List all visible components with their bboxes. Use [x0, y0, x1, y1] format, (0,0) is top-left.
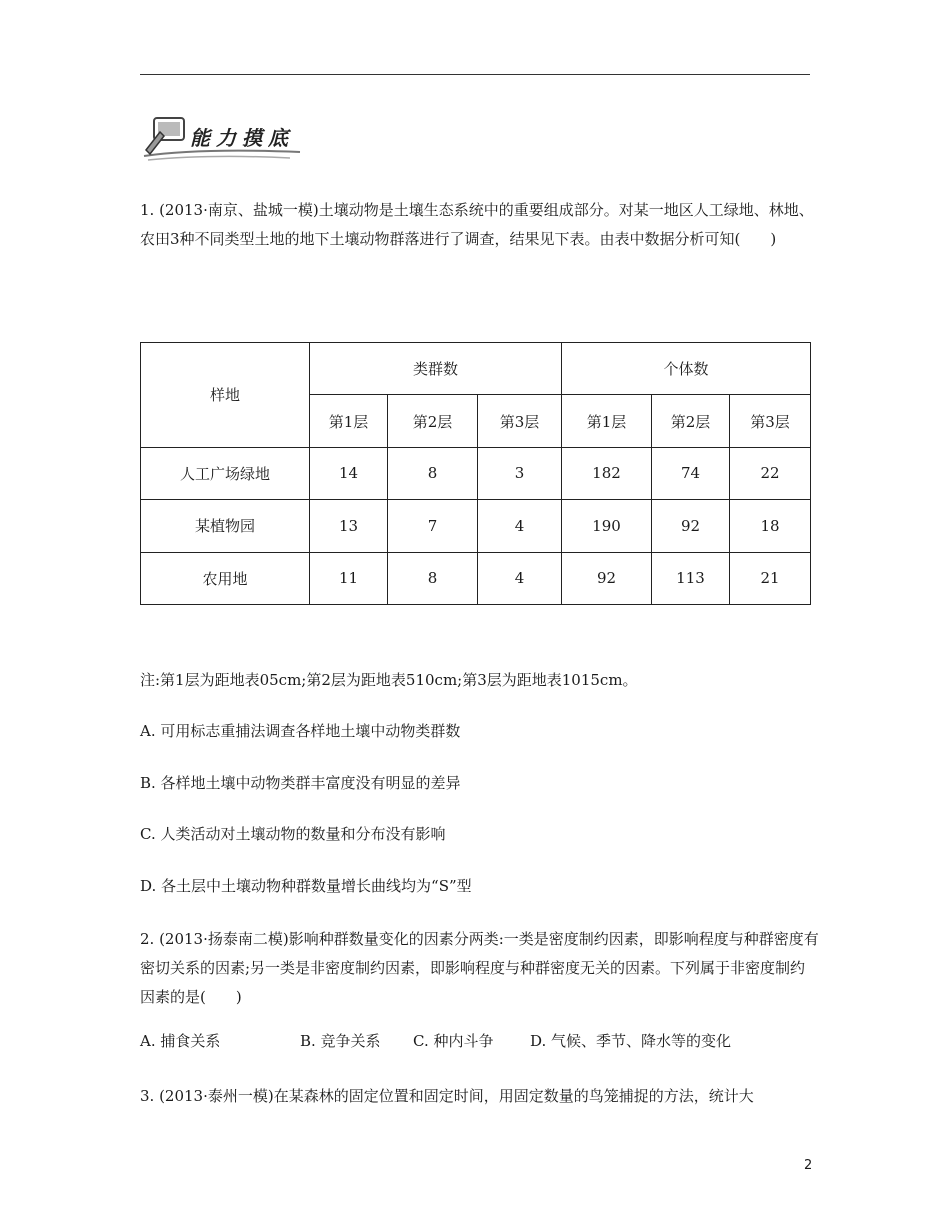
group-cell: 4	[478, 552, 562, 604]
count-cell: 92	[652, 500, 730, 552]
layer-header: 第2层	[388, 395, 478, 447]
q1-option-a: A. 可用标志重捕法调查各样地土壤中动物类群数	[140, 722, 461, 740]
site-cell: 农用地	[141, 552, 310, 604]
site-header: 样地	[141, 343, 310, 448]
count-cell: 92	[562, 552, 652, 604]
group-cell: 7	[388, 500, 478, 552]
group-cell: 8	[388, 447, 478, 499]
table-header-row	[141, 343, 811, 395]
layer-header: 第2层	[652, 395, 730, 447]
question-2-stem: 2. (2013·扬泰南二模)影响种群数量变化的因素分两类:一类是密度制约因素，即影响程度与种群密度有密切关系的因素;另一类是非密度制约因素，即影响程度与种群密度无关的因素。下列属于非密度制约因素的是( )	[140, 930, 819, 1006]
q2-option-a: A. 捕食关系	[140, 1032, 221, 1050]
layer-header: 第1层	[562, 395, 652, 447]
section-title: 能力摸底	[190, 126, 294, 150]
layer-header: 第1层	[310, 395, 388, 447]
group-cell: 14	[310, 447, 388, 499]
q2-option-d: D. 气候、季节、降水等的变化	[530, 1032, 732, 1050]
question-1-stem: 1. (2013·南京、盐城一模)土壤动物是土壤生态系统中的重要组成部分。对某一地区人工绿地、林地、农田3种不同类型土地的地下土壤动物群落进行了调查，结果见下表。由表中数据分析可知( )	[140, 201, 814, 248]
site-cell: 某植物园	[141, 500, 310, 552]
count-cell: 18	[730, 500, 811, 552]
site-cell: 人工广场绿地	[141, 447, 310, 499]
table-row	[141, 552, 811, 604]
count-cell: 113	[652, 552, 730, 604]
q2-option-b: B. 竞争关系	[300, 1032, 381, 1050]
q1-option-c: C. 人类活动对土壤动物的数量和分布没有影响	[140, 825, 446, 843]
header-rule	[140, 74, 810, 75]
table-note: 注:第1层为距地表05cm;第2层为距地表510cm;第3层为距地表1015cm。	[140, 671, 638, 689]
layer-header: 第3层	[730, 395, 811, 447]
count-cell: 182	[562, 447, 652, 499]
table-row	[141, 447, 811, 499]
group-count-header: 类群数	[310, 343, 562, 395]
count-cell: 22	[730, 447, 811, 499]
group-cell: 13	[310, 500, 388, 552]
soil-fauna-table	[140, 342, 811, 605]
count-cell: 21	[730, 552, 811, 604]
q1-option-b: B. 各样地土壤中动物类群丰富度没有明显的差异	[140, 774, 461, 792]
group-cell: 8	[388, 552, 478, 604]
page-number: 2	[804, 1158, 813, 1173]
layer-header: 第3层	[478, 395, 562, 447]
group-cell: 3	[478, 447, 562, 499]
q1-option-d: D. 各土层中土壤动物种群数量增长曲线均为“S”型	[140, 877, 472, 895]
q2-option-c: C. 种内斗争	[413, 1032, 494, 1050]
count-cell: 74	[652, 447, 730, 499]
table-row	[141, 500, 811, 552]
count-cell: 190	[562, 500, 652, 552]
group-cell: 4	[478, 500, 562, 552]
question-3-stem: 3. (2013·泰州一模)在某森林的固定位置和固定时间，用固定数量的鸟笼捕捉的方法，统计大	[140, 1087, 754, 1105]
individual-count-header: 个体数	[562, 343, 811, 395]
pencil-book-icon	[146, 118, 184, 154]
group-cell: 11	[310, 552, 388, 604]
